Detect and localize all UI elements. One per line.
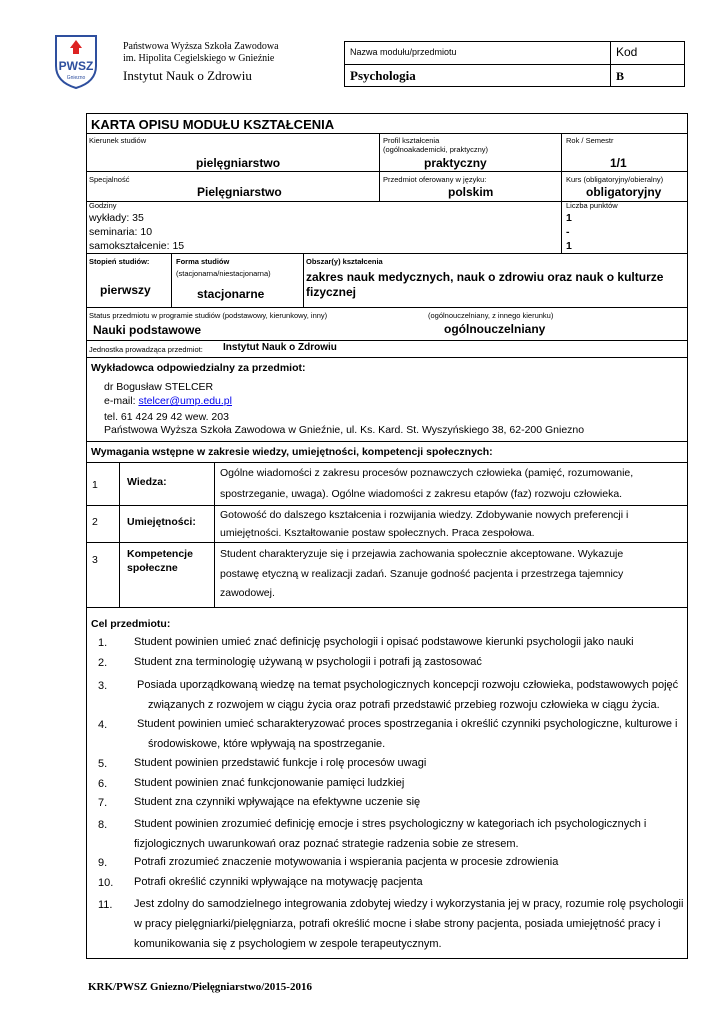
- year-label: Rok / Semestr: [566, 136, 614, 145]
- goal-number: 11.: [98, 899, 113, 911]
- requirement-text-line: spostrzeganie, uwaga). Ogólne wiadomości z zakresu etapów (faz) rozwoju człowieka.: [220, 488, 623, 500]
- goal-text-line: Student powinien zrozumieć definicję emocje i stres psychologiczny w kategoriach ich psychologicznych i: [134, 818, 647, 830]
- level-value: pierwszy: [100, 283, 151, 297]
- specialty-value: Pielęgniarstwo: [197, 185, 282, 199]
- hours-lectures: wykłady: 35: [89, 212, 144, 224]
- requirement-label: Umiejętności:: [127, 516, 196, 528]
- goal-number: 4.: [98, 719, 108, 731]
- requirement-number: 1: [92, 479, 98, 491]
- goal-text-line: środowiskowe, które wpływają na spostrzeganie.: [148, 738, 386, 750]
- requirement-text-line: Ogólne wiadomości z zakresu procesów poznawczych człowieka (pamięć, rozumowanie,: [220, 467, 634, 479]
- lecturer-phone: tel. 61 424 29 42 wew. 203: [104, 411, 229, 423]
- goal-text-line: Student powinien przedstawić funkcje i rolę procesów uwagi: [134, 757, 427, 769]
- language-label: Przedmiot oferowany w języku:: [383, 175, 487, 184]
- form-value: stacjonarne: [197, 287, 265, 301]
- unit-value: Instytut Nauk o Zdrowiu: [223, 342, 337, 353]
- institution-logo: [52, 32, 100, 90]
- language-value: polskim: [448, 185, 494, 199]
- module-name-label: Nazwa modułu/przedmiotu: [350, 47, 457, 57]
- form-label: Forma studiów: [176, 257, 230, 266]
- institution-patron: im. Hipolita Cegielskiego w Gnieźnie: [123, 53, 275, 64]
- area-line-1: zakres nauk medycznych, nauk o zdrowiu oraz nauk o kulturze: [306, 270, 664, 284]
- goals-heading: Cel przedmiotu:: [91, 618, 171, 630]
- goal-text-line: w pracy pielęgniarki/pielęgniarza, potrafi określić mocne i słabe strony pacjenta, posiada umiejętność pracy i: [134, 918, 661, 930]
- goal-number: 1.: [98, 637, 108, 649]
- institute-name: Instytut Nauk o Zdrowiu: [123, 68, 252, 83]
- module-code: B: [616, 69, 625, 83]
- goal-number: 7.: [98, 797, 108, 809]
- goal-text-line: Potrafi określić czynniki wpływające na motywację pacjenta: [134, 876, 423, 888]
- profile-sublabel: (ogólnoakademicki, praktyczny): [383, 145, 489, 154]
- requirement-text-line: umiejętności. Kształtowanie postaw społecznych. Praca zespołowa.: [220, 527, 535, 539]
- ects-label: Liczba punktów: [566, 201, 618, 210]
- profile-value: praktyczny: [424, 156, 487, 170]
- ects-value-2: -: [566, 226, 570, 238]
- goal-text-line: Student powinien umieć znać definicję psychologii i opisać podstawowe kierunki psychologii jako nauki: [134, 636, 634, 648]
- course-label: Kurs (obligatoryjny/obieralny): [566, 175, 664, 184]
- lecturer-email-link[interactable]: stelcer@ump.edu.pl: [138, 395, 232, 407]
- status-value: Nauki podstawowe: [93, 323, 202, 337]
- goal-text-line: fizjologicznych uwarunkowań oraz poznać strategie radzenia sobie ze stresem.: [134, 838, 519, 850]
- module-header-table: [344, 41, 685, 87]
- area-line-2: fizycznej: [306, 285, 357, 299]
- goal-text-line: Posiada uporządkowaną wiedzę na temat psychologicznych koncepcji rozwoju człowieka, podstawowych pojęć: [137, 679, 679, 691]
- status-label: Status przedmiotu w programie studiów (podstawowy, kierunkowy, inny): [89, 311, 328, 320]
- requirement-text-line: Gotowość do dalszego kształcenia i rozwijania wiedzy. Zdobywanie nowych preferencji i: [220, 509, 629, 521]
- goal-text-line: Potrafi zrozumieć znaczenie motywowania i wspierania pacjenta w procesie zdrowienia: [134, 856, 559, 868]
- requirement-label: Kompetencje: [127, 548, 193, 560]
- requirement-number: 2: [92, 516, 98, 528]
- hours-self-study: samokształcenie: 15: [89, 240, 185, 252]
- footer-doc-code: KRK/PWSZ Gniezno/Pielęgniarstwo/2015-2016: [88, 981, 312, 993]
- goal-number: 8.: [98, 819, 108, 831]
- year-value: 1/1: [610, 156, 627, 170]
- ects-value-3: 1: [566, 240, 572, 252]
- goal-text-line: komunikowania się z psychologiem w zespole terapeutycznym.: [134, 938, 442, 950]
- goal-number: 9.: [98, 857, 108, 869]
- goal-text-line: Student powinien umieć scharakteryzować proces spostrzegania i określić czynniki psychologiczne, kulturowe i: [137, 718, 678, 730]
- form-sublabel: (stacjonarna/niestacjonarna): [176, 269, 271, 278]
- unit-label: Jednostka prowadząca przedmiot:: [89, 345, 203, 354]
- requirement-text-line: postawę etyczną w realizacji zadań. Szanuje godność pacjenta i przestrzega tajemnicy: [220, 568, 624, 580]
- status2-value: ogólnouczelniany: [444, 322, 546, 336]
- svg-text:PWSZ: PWSZ: [58, 59, 94, 73]
- hours-seminars: seminaria: 10: [89, 226, 153, 238]
- goal-text-line: Student zna czynniki wpływające na efektywne uczenie się: [134, 796, 421, 808]
- requirement-label-2: społeczne: [127, 562, 178, 574]
- requirements-heading: Wymagania wstępne w zakresie wiedzy, umiejętności, kompetencji społecznych:: [91, 446, 493, 458]
- requirement-text-line: Student charakteryzuje się i przejawia zachowania społecznie akceptowane. Wykazuje: [220, 548, 624, 560]
- svg-text:Gniezno: Gniezno: [66, 75, 86, 81]
- card-title: KARTA OPISU MODUŁU KSZTAŁCENIA: [91, 117, 335, 132]
- goal-number: 2.: [98, 657, 108, 669]
- area-label: Obszar(y) kształcenia: [306, 257, 383, 266]
- lecturer-email-label: e-mail:: [104, 395, 139, 407]
- goal-text-line: związanych z rozwojem w ciągu życia oraz potrafi przedstawić przebieg rozwoju człowieka w ciągu życia.: [148, 699, 660, 711]
- status2-label: (ogólnouczelniany, z innego kierunku): [428, 311, 554, 320]
- lecturer-address: Państwowa Wyższa Szkoła Zawodowa w Gnieźnie, ul. Ks. Kard. St. Wyszyńskiego 38, 62-200 Gniezno: [104, 424, 585, 436]
- field-of-study: pielęgniarstwo: [196, 156, 281, 170]
- profile-label: Profil kształcenia: [383, 136, 440, 145]
- goal-text-line: Jest zdolny do samodzielnego integrowania zdobytej wiedzy i wykorzystania jej w pracy, rozumie rolę psychologii: [134, 898, 684, 910]
- field-of-study-label: Kierunek studiów: [89, 136, 147, 145]
- requirement-number: 3: [92, 554, 98, 566]
- ects-value-1: 1: [566, 212, 572, 224]
- specialty-label: Specjalność: [89, 175, 130, 184]
- level-label: Stopień studiów:: [89, 257, 150, 266]
- course-value: obligatoryjny: [586, 185, 662, 199]
- lecturer-email-row: [104, 395, 232, 407]
- lecturer-name: dr Bogusław STELCER: [104, 381, 214, 393]
- goal-number: 5.: [98, 758, 108, 770]
- requirement-label: Wiedza:: [127, 476, 167, 488]
- hours-label: Godziny: [89, 201, 117, 210]
- goal-number: 10.: [98, 877, 114, 889]
- requirement-text-line: zawodowej.: [220, 587, 275, 599]
- goal-text-line: Student powinien znać funkcjonowanie pamięci ludzkiej: [134, 777, 405, 789]
- module-code-label: Kod: [616, 45, 638, 59]
- module-name: Psychologia: [350, 68, 416, 83]
- lecturer-heading: Wykładowca odpowiedzialny za przedmiot:: [91, 362, 306, 374]
- goal-number: 3.: [98, 680, 108, 692]
- goal-number: 6.: [98, 778, 108, 790]
- goal-text-line: Student zna terminologię używaną w psychologii i potrafi ją zastosować: [134, 656, 482, 668]
- institution-name: Państwowa Wyższa Szkoła Zawodowa: [123, 41, 279, 52]
